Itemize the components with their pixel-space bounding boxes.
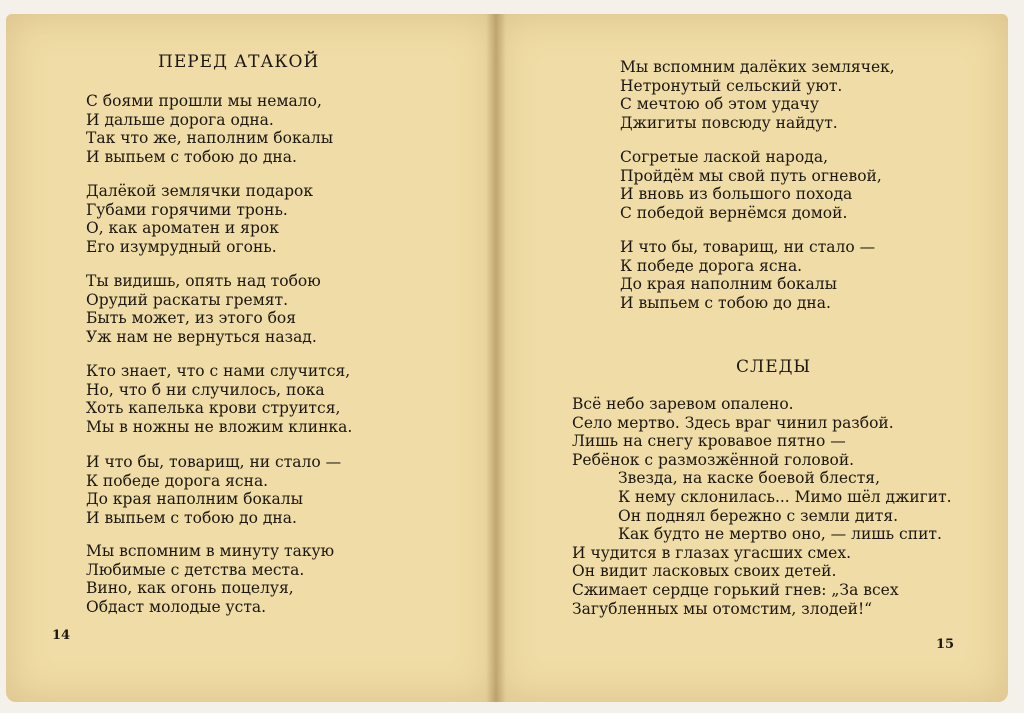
- poem-line: Село мертво. Здесь враг чинил разбой.: [572, 413, 894, 432]
- poem-line: С победой вернёмся домой.: [620, 203, 848, 222]
- poem-line: Пройдём мы свой путь огневой,: [620, 166, 882, 185]
- poem-line: Уж нам не вернуться назад.: [86, 327, 317, 346]
- poem-line: Звезда, на каске боевой блестя,: [618, 469, 881, 488]
- stanza: [620, 148, 882, 222]
- stanza: [86, 453, 341, 527]
- book-gutter: [486, 14, 506, 702]
- stanza: [620, 238, 875, 312]
- stanza: [86, 92, 333, 166]
- poem-line: И вновь из большого похода: [620, 185, 853, 204]
- poem-line: Сжимает сердце горький гнев: „За всех: [572, 580, 899, 599]
- poem-line: Мы вспомним в минуту такую: [86, 542, 335, 560]
- poem-line: Быть может, из этого боя: [86, 309, 297, 328]
- poem-line: С мечтою об этом удачу: [620, 95, 820, 114]
- poem-line: К победе дорога ясна.: [620, 256, 803, 275]
- poem-line: До края наполним бокалы: [620, 275, 837, 294]
- poem-line: И дальше дорога одна.: [86, 110, 274, 129]
- poem-line: Губами горячими тронь.: [86, 200, 288, 219]
- poem-line: И выпьем с тобою до дна.: [620, 293, 831, 312]
- poem-line: И что бы, товарищ, ни стало —: [620, 238, 876, 256]
- poem-line: И выпьем с тобою до дна.: [86, 147, 297, 166]
- poem-line: Он поднял бережно с земли дитя.: [618, 506, 899, 525]
- poem-line: И чудится в глазах угасших смех.: [572, 543, 852, 562]
- poem-line: Вино, как огонь поцелуя,: [86, 579, 294, 598]
- poem-line: Всё небо заревом опалено.: [572, 395, 794, 413]
- poem-line: До края наполним бокалы: [86, 490, 303, 509]
- page-number: 15: [936, 637, 955, 652]
- stanza: [86, 182, 313, 256]
- poem-line: Ты видишь, опять над тобою: [86, 272, 321, 290]
- poem-line: Далёкой землячки подарок: [86, 182, 314, 200]
- poem-line: Хоть капелька крови струится,: [86, 399, 341, 418]
- poem-line: Джигиты повсюду найдут.: [620, 113, 838, 132]
- poem-line: Любимые с детства места.: [86, 560, 305, 579]
- stanza: [86, 362, 352, 436]
- poem-title: ПЕРЕД АТАКОЙ: [158, 52, 320, 72]
- stanza: [86, 542, 334, 616]
- poem-line: Кто знает, что с нами случится,: [86, 362, 351, 380]
- stanza: [86, 272, 321, 346]
- poem-line: Как будто не мертво оно, — лишь спит.: [618, 525, 942, 544]
- poem-line: Мы вспомним далёких землячек,: [620, 58, 895, 76]
- poem-title: СЛЕДЫ: [736, 357, 812, 377]
- poem-line: Так что же, наполним бокалы: [86, 129, 334, 148]
- poem-line: К победе дорога ясна.: [86, 471, 269, 490]
- poem-line: И выпьем с тобою до дна.: [86, 508, 297, 527]
- poem-line: Но, что б ни случилось, пока: [86, 380, 325, 399]
- poem-line: С боями прошли мы немало,: [86, 92, 322, 110]
- poem-line: Лишь на снегу кровавое пятно —: [572, 432, 846, 451]
- poem-line: Он видит ласковых своих детей.: [572, 562, 837, 581]
- poem-line: Его изумрудный огонь.: [86, 237, 277, 256]
- poem-line: Нетронутый сельский уют.: [620, 76, 843, 95]
- page-number: 14: [52, 628, 71, 643]
- stanza: [572, 395, 952, 618]
- poem-line: Загубленных мы отомстим, злодей!“: [572, 599, 873, 618]
- poem-line: Обдаст молодые уста.: [86, 597, 267, 616]
- poem-line: О, как ароматен и ярок: [86, 219, 279, 238]
- poem-line: Ребёнок с размозжённой головой.: [572, 450, 855, 469]
- poem-line: И что бы, товарищ, ни стало —: [86, 453, 342, 471]
- poem-line: Мы в ножны не вложим клинка.: [86, 417, 353, 436]
- poem-line: Орудий раскаты гремят.: [86, 290, 289, 309]
- poem-line: К нему склонилась... Мимо шёл джигит.: [618, 487, 952, 506]
- poem-line: Согретые лаской народа,: [620, 148, 829, 166]
- stanza: [620, 58, 895, 132]
